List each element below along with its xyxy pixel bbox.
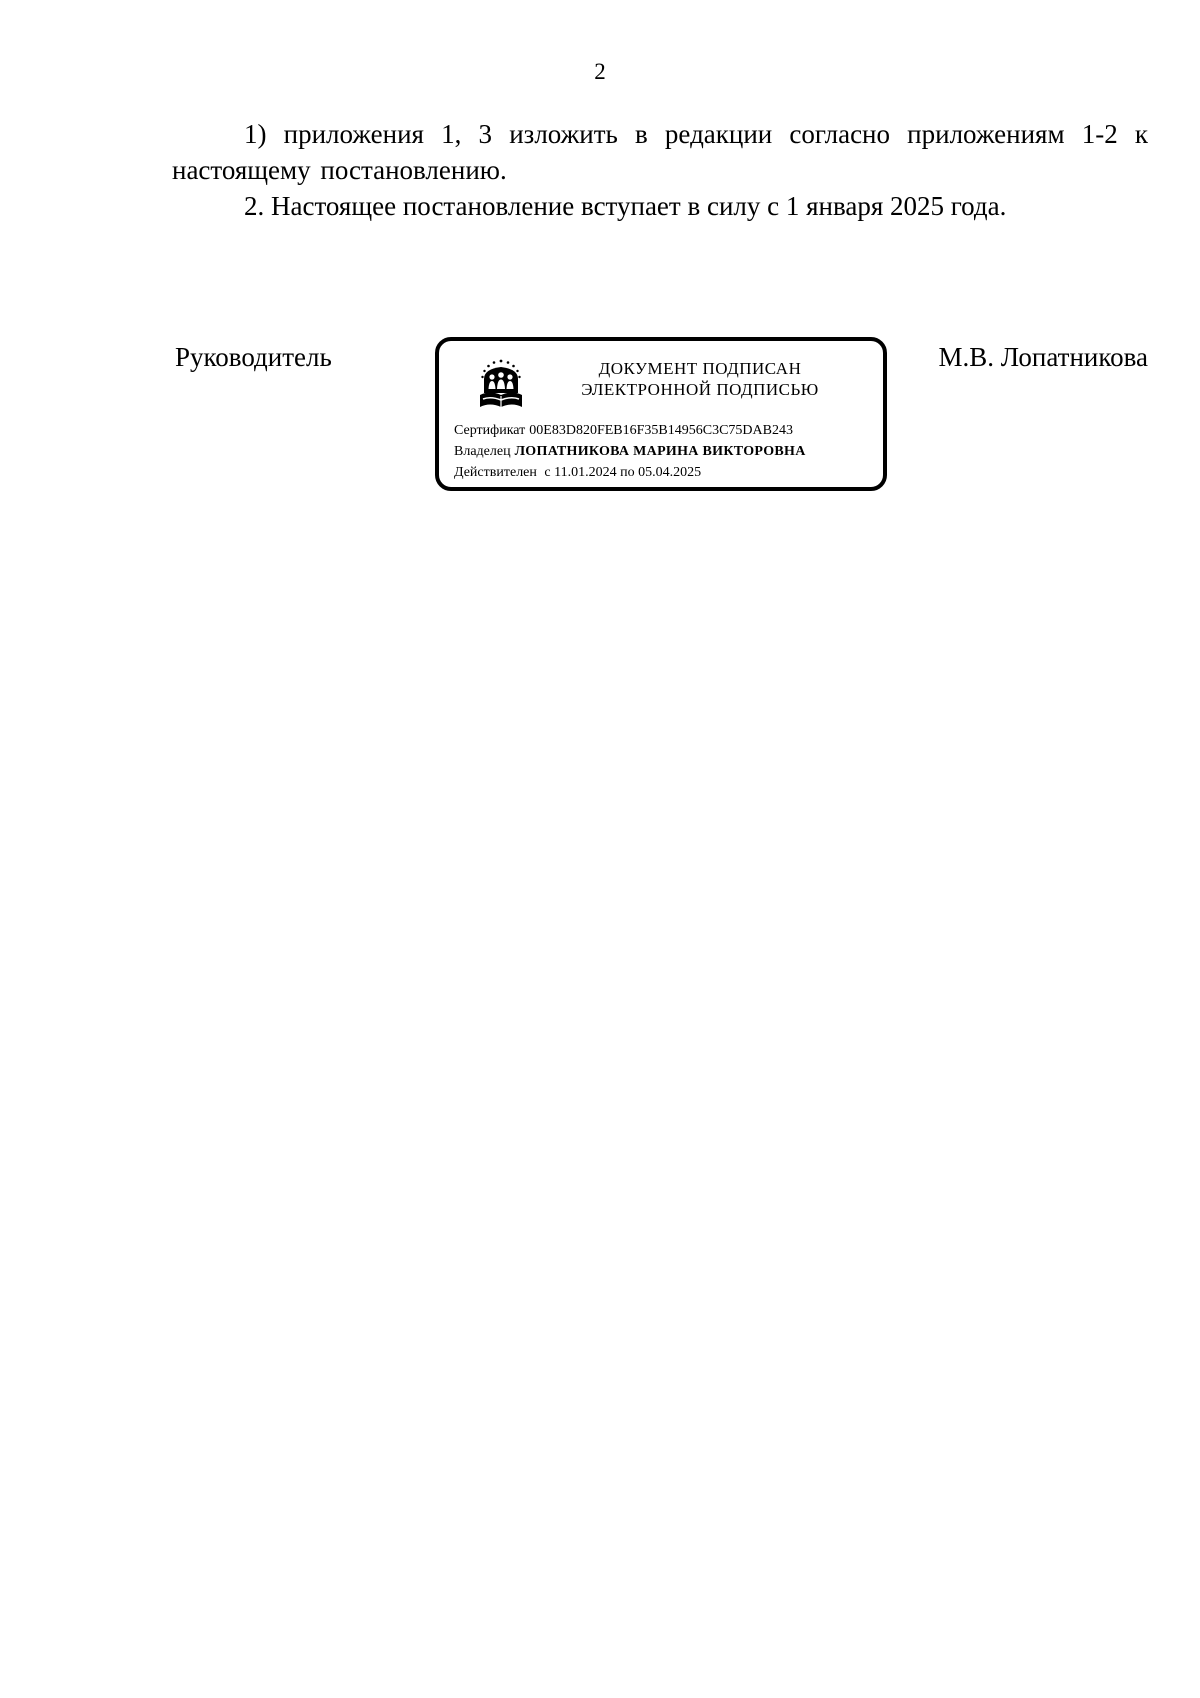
valid-to-prefix: по (620, 465, 635, 480)
stamp-details (454, 420, 806, 483)
valid-from-prefix: с (544, 465, 551, 480)
owner-label: Владелец (454, 444, 511, 459)
paragraph-2: 2. Настоящее постановление вступает в силу с 1 января 2025 года. (244, 191, 1007, 221)
valid-to-date: 05.04.2025 (638, 465, 702, 480)
signer-position: Руководитель (175, 342, 332, 372)
valid-from-date: 11.01.2024 (554, 465, 617, 480)
document-body (172, 116, 1148, 224)
signer-name: М.В. Лопатникова (938, 342, 1148, 372)
stamp-validity-row (454, 462, 806, 483)
stamp-header (547, 358, 853, 400)
stamp-owner-row (454, 441, 806, 462)
owner-value: ЛОПАТНИКОВА МАРИНА ВИКТОРОВНА (514, 444, 806, 459)
valid-label: Действителен (454, 465, 537, 480)
certificate-value: 00E83D820FEB16F35B14956C3C75DAB243 (529, 423, 793, 438)
certificate-label: Сертификат (454, 423, 526, 438)
stamp-certificate-row (454, 420, 806, 441)
coat-of-arms-emblem-icon (475, 355, 527, 413)
paragraph-1: 1) приложения 1, 3 изложить в редакции согласно приложениям 1-2 к настоящему постановлению. (172, 119, 1148, 185)
electronic-signature-stamp (435, 337, 887, 491)
stamp-header-line-1: ДОКУМЕНТ ПОДПИСАН (598, 359, 802, 378)
page-number: 2 (594, 59, 606, 84)
signature-block (0, 340, 1200, 500)
stamp-header-line-2: ЭЛЕКТРОННОЙ ПОДПИСЬЮ (581, 380, 819, 399)
